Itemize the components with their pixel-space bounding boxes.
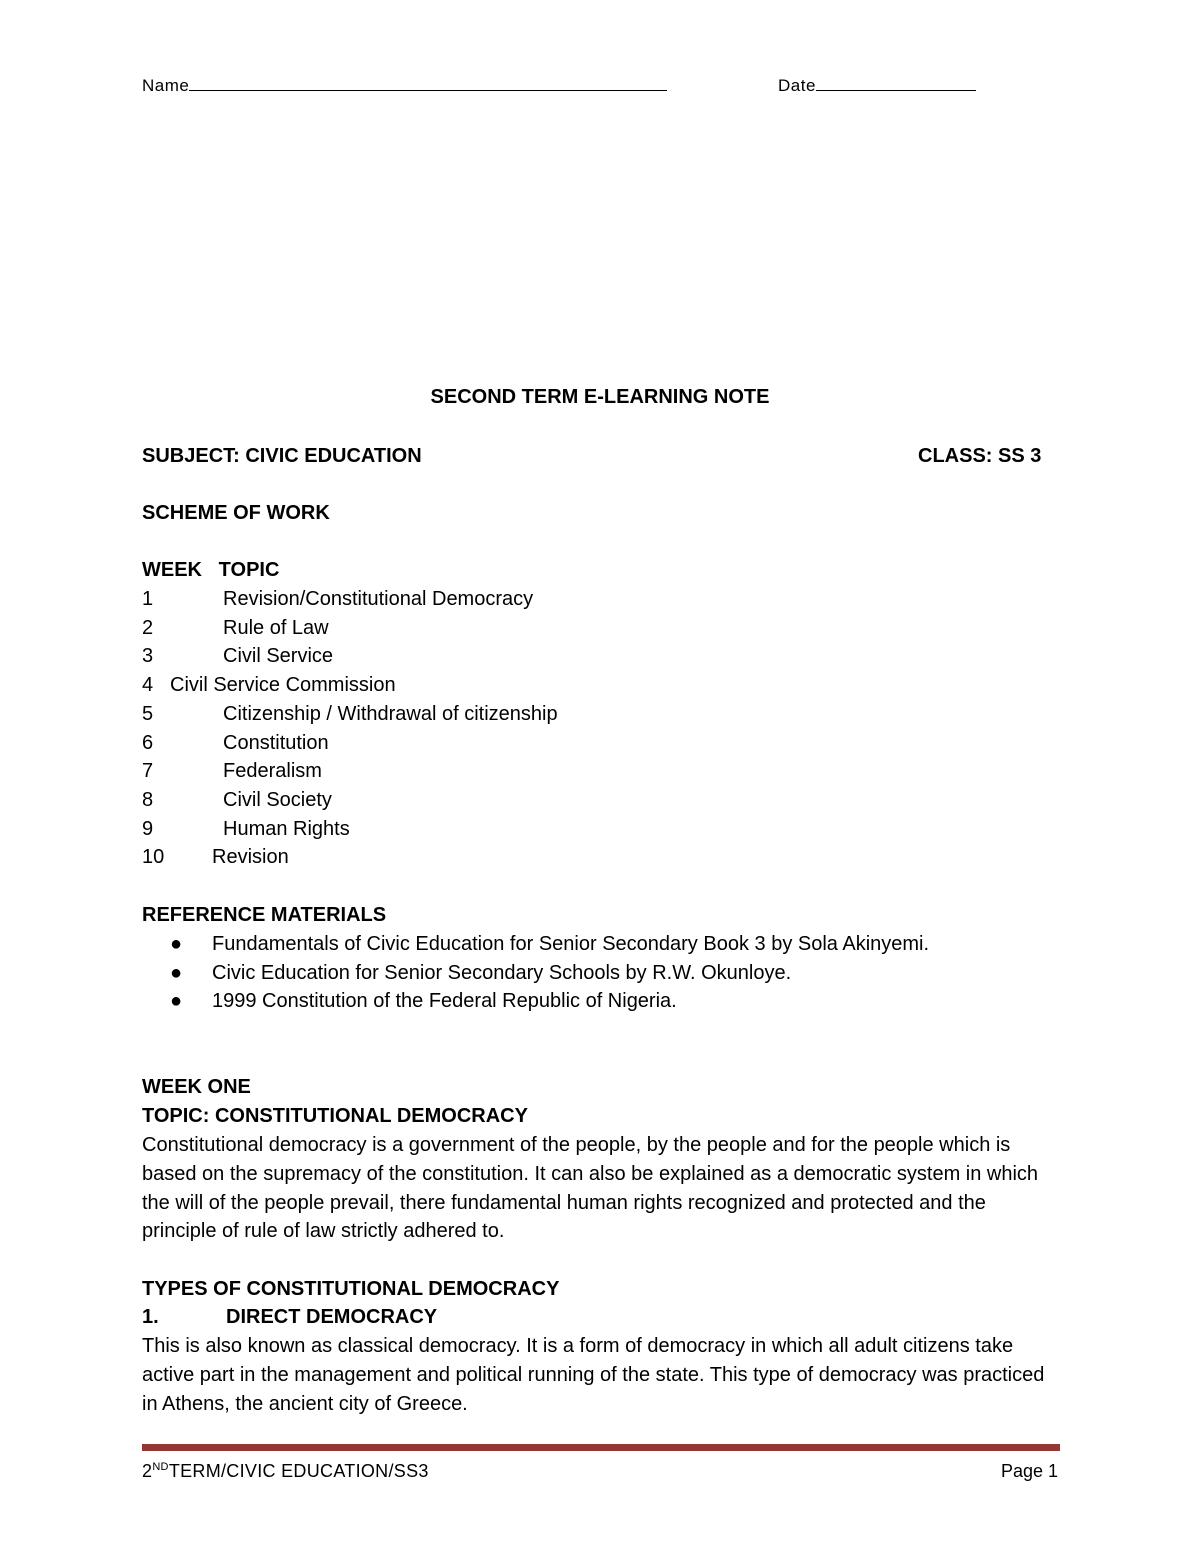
week-one-heading: WEEK ONE <box>142 1076 251 1098</box>
week-topic: Federalism <box>223 760 322 782</box>
week-number: 6 <box>142 732 154 754</box>
footer-term-suffix: ND <box>152 1461 169 1473</box>
reference-text: Fundamentals of Civic Education for Senior Secondary Book 3 by Sola Akinyemi. <box>212 933 930 955</box>
document-title: SECOND TERM E-LEARNING NOTE <box>430 386 770 408</box>
week-topic: Citizenship / Withdrawal of citizenship <box>223 703 558 725</box>
week-topic: Rule of Law <box>223 617 329 639</box>
week-number: 2 <box>142 617 154 639</box>
date-blank-line[interactable] <box>816 74 976 91</box>
footer-term-number: 2 <box>142 1461 153 1481</box>
class-line: CLASS: SS 3 <box>918 445 1042 467</box>
week-topic: Revision <box>212 846 289 868</box>
week-topic: Civil Service <box>223 645 334 667</box>
week-topic: Human Rights <box>223 818 350 840</box>
week-number: 9 <box>142 818 154 840</box>
subject-line: SUBJECT: CIVIC EDUCATION <box>142 445 422 467</box>
type1-number: 1. <box>142 1306 159 1328</box>
reference-text: Civic Education for Senior Secondary Schools by R.W. Okunloye. <box>212 962 792 984</box>
reference-heading: REFERENCE MATERIALS <box>142 904 387 926</box>
date-label: Date <box>778 76 816 95</box>
name-blank-line[interactable] <box>189 74 667 91</box>
footer-left <box>142 1460 429 1482</box>
page-number: Page 1 <box>1000 1461 1058 1481</box>
bullet-icon: ● <box>170 990 183 1012</box>
footer-course-label: TERM/CIVIC EDUCATION/SS3 <box>168 1461 429 1481</box>
week-topic: Civil Service Commission <box>170 674 396 696</box>
types-heading: TYPES OF CONSTITUTIONAL DEMOCRACY <box>142 1278 560 1300</box>
definition-paragraph: Constitutional democracy is a government of the people, by the people and for the people which is based on the supremacy of the constitution. It can also be explained as a democratic system in which the will of the people prevail, there fundamental human rights recognized and protected and the principle of rule of law strictly adhered to. <box>142 1134 1039 1243</box>
week-number: 8 <box>142 789 154 811</box>
week-topic: Revision/Constitutional Democracy <box>223 588 534 610</box>
week-topic: Constitution <box>223 732 329 754</box>
week-topic: Civil Society <box>223 789 332 811</box>
date-field <box>778 74 976 97</box>
reference-text: 1999 Constitution of the Federal Republic of Nigeria. <box>212 990 677 1012</box>
week-number: 3 <box>142 645 154 667</box>
scheme-heading: SCHEME OF WORK <box>142 502 330 524</box>
type1-heading <box>142 1303 1062 1332</box>
week-number: 1 <box>142 588 154 610</box>
name-field <box>142 74 667 97</box>
bullet-icon: ● <box>170 962 183 984</box>
week-number: 5 <box>142 703 154 725</box>
name-label: Name <box>142 76 190 95</box>
type1-paragraph: This is also known as classical democracy. It is a form of democracy in which all adult citizens take active part in the management and political running of the state. This type of democracy was practiced in Athens, the ancient city of Greece. <box>142 1335 1045 1415</box>
week-number: 4 <box>142 674 154 696</box>
week-number: 10 <box>142 846 165 868</box>
topic-heading: TOPIC: CONSTITUTIONAL DEMOCRACY <box>142 1105 528 1127</box>
week-number: 7 <box>142 760 154 782</box>
footer-rule <box>142 1444 1060 1451</box>
type1-title: DIRECT DEMOCRACY <box>226 1306 438 1328</box>
bullet-icon: ● <box>170 933 183 955</box>
week-topic-header: WEEK TOPIC <box>142 559 280 581</box>
